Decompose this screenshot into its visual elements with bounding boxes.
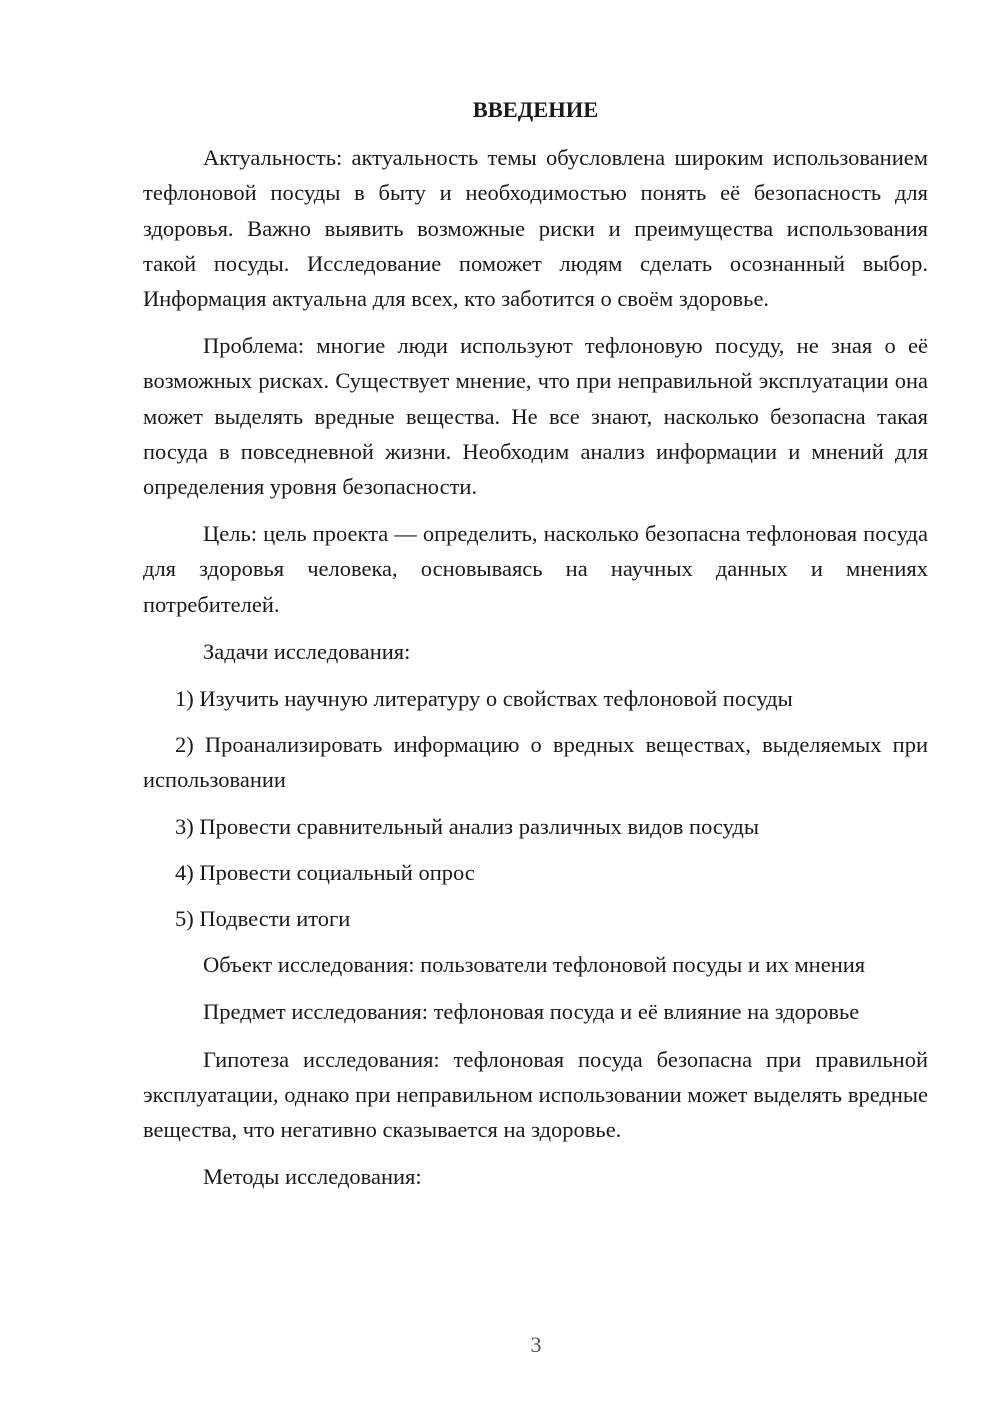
paragraph-problem: Проблема: многие люди используют тефлоновую посуду, не зная о её возможных рисках. Существует мнение, что при неправильной эксплуатации она может выделять вредные вещества. Не все знают, насколько безопасна такая посуда в повседневной жизни. Необходим анализ информации и мнений для определения уровня безопасности. [143, 333, 928, 500]
page-number: 3 [530, 1332, 542, 1357]
paragraph-relevance: Актуальность: актуальность темы обусловлена широким использованием тефлоновой посуды в быту и необходимостью понять её безопасность для здоровья. Важно выявить возможные риски и преимущества использования такой посуды. Исследование поможет людям сделать осознанный выбор. Информация актуальна для всех, кто заботится о своём здоровье. [143, 145, 928, 312]
task-item-5: 5) Подвести итоги [175, 906, 351, 932]
paragraph-methods: Методы исследования: [203, 1164, 422, 1190]
tasks-heading: Задачи исследования: [203, 638, 411, 664]
paragraph-object: Объект исследования: пользователи тефлоновой посуды и их мнения [203, 952, 866, 978]
task-item-3: 3) Провести сравнительный анализ различных видов посуды [175, 813, 759, 839]
document-page [143, 92, 928, 1206]
task-item-4: 4) Провести социальный опрос [175, 859, 475, 885]
paragraph-hypothesis: Гипотеза исследования: тефлоновая посуда безопасна при правильной эксплуатации, однако при неправильном использовании может выделять вредные вещества, что негативно сказывается на здоровье. [143, 1046, 928, 1143]
task-item-1: 1) Изучить научную литературу о свойствах тефлоновой посуды [175, 686, 793, 712]
section-title: ВВЕДЕНИЕ [472, 97, 599, 122]
task-item-2: 2) Проанализировать информацию о вредных веществах, выделяемых при использовании [143, 732, 928, 793]
paragraph-subject: Предмет исследования: тефлоновая посуда и её влияние на здоровье [203, 999, 860, 1025]
paragraph-goal: Цель: цель проекта — определить, насколько безопасна тефлоновая посуда для здоровья человека, основываясь на научных данных и мнениях потребителей. [143, 521, 928, 617]
